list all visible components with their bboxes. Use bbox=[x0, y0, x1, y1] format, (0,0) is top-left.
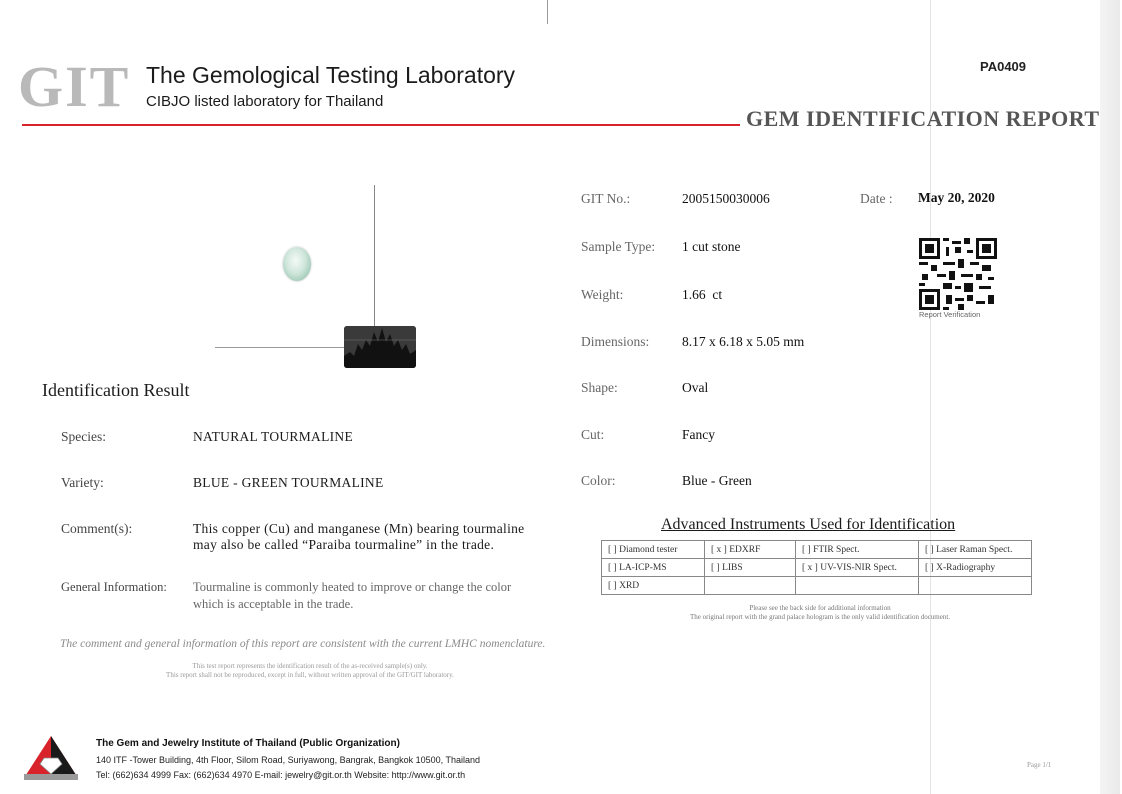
instrument-cell: [ x ] UV-VIS-NIR Spect. bbox=[796, 559, 919, 577]
instruments-row bbox=[602, 577, 1032, 595]
shape-label: Shape: bbox=[581, 380, 618, 395]
dimensions-value: 8.17 x 6.18 x 5.05 mm bbox=[682, 334, 805, 349]
git-no-label: GIT No.: bbox=[581, 191, 631, 206]
instrument-cell: [ ] XRD bbox=[602, 577, 705, 595]
instrument-cell bbox=[705, 577, 796, 595]
page-number: Page 1/1 bbox=[1027, 761, 1052, 769]
sample-type-label: Sample Type: bbox=[581, 239, 656, 254]
cut-label: Cut: bbox=[581, 427, 605, 442]
report-title: GEM IDENTIFICATION REPORT bbox=[746, 106, 1100, 131]
variety-value: BLUE - GREEN TOURMALINE bbox=[193, 475, 384, 490]
date-label: Date : bbox=[860, 191, 893, 206]
grand-palace-hologram bbox=[344, 326, 416, 368]
shape-value: Oval bbox=[682, 380, 709, 395]
instruments-note-line-2: The original report with the grand palace hologram is the only valid identification document. bbox=[689, 613, 951, 621]
disclaimer bbox=[140, 662, 480, 680]
general-info-line-2: which is acceptable in the trade. bbox=[193, 597, 354, 611]
weight-value: 1.66 ct bbox=[682, 287, 723, 302]
weight-label: Weight: bbox=[581, 287, 624, 302]
page-edge bbox=[1100, 0, 1120, 794]
nomenclature-note: The comment and general information of this report are consistent with the current LMHC nomenclature. bbox=[60, 638, 546, 650]
disclaimer-line-2: This report shall not be reproduced, except in full, without written approval of the GIT/GIT laboratory. bbox=[166, 671, 454, 679]
instruments-row bbox=[602, 541, 1032, 559]
institute-contact: Tel: (662)634 4999 Fax: (662)634 4970 E-mail: jewelry@git.or.th Website: http://www.git.or.th bbox=[96, 770, 466, 780]
instrument-cell: [ x ] EDXRF bbox=[705, 541, 796, 559]
comments-line-2: may also be called “Paraiba tourmaline” in the trade. bbox=[193, 537, 495, 552]
header-rule bbox=[22, 124, 740, 126]
lab-name: The Gemological Testing Laboratory bbox=[146, 62, 516, 88]
instruments-heading: Advanced Instruments Used for Identification bbox=[661, 516, 956, 533]
instrument-cell: [ ] X-Radiography bbox=[919, 559, 1032, 577]
cut-value: Fancy bbox=[682, 427, 715, 442]
instrument-cell bbox=[919, 577, 1032, 595]
comments-label: Comment(s): bbox=[61, 521, 133, 536]
qr-code[interactable] bbox=[919, 238, 997, 310]
instruments-row bbox=[602, 559, 1032, 577]
instrument-cell: [ ] FTIR Spect. bbox=[796, 541, 919, 559]
instrument-cell: [ ] LIBS bbox=[705, 559, 796, 577]
git-logo: GIT bbox=[18, 54, 131, 119]
institute-address: 140 ITF -Tower Building, 4th Floor, Silom Road, Suriyawong, Bangrak, Bangkok 10500, Thailand bbox=[96, 755, 481, 765]
species-label: Species: bbox=[61, 429, 106, 444]
identification-heading: Identification Result bbox=[42, 380, 190, 400]
variety-label: Variety: bbox=[61, 475, 104, 490]
git-triangle-logo bbox=[22, 734, 80, 782]
institute-name: The Gem and Jewelry Institute of Thailand (Public Organization) bbox=[96, 738, 400, 749]
git-no-value: 2005150030006 bbox=[682, 191, 770, 206]
general-info-line-1: Tourmaline is commonly heated to improve or change the color bbox=[193, 580, 512, 594]
report-number: PA0409 bbox=[980, 59, 1027, 74]
instruments-note-line-1: Please see the back side for additional information bbox=[749, 604, 891, 612]
sample-type-value: 1 cut stone bbox=[682, 239, 741, 254]
instrument-cell: [ ] LA-ICP-MS bbox=[602, 559, 705, 577]
instrument-cell: [ ] Laser Raman Spect. bbox=[919, 541, 1032, 559]
gemstone-photo bbox=[283, 247, 311, 281]
instruments-table bbox=[601, 540, 1032, 595]
instruments-note bbox=[600, 604, 1040, 622]
instrument-cell: [ ] Diamond tester bbox=[602, 541, 705, 559]
species-value: NATURAL TOURMALINE bbox=[193, 429, 354, 444]
date-value: May 20, 2020 bbox=[918, 190, 995, 205]
dimensions-label: Dimensions: bbox=[581, 334, 650, 349]
color-value: Blue - Green bbox=[682, 473, 752, 488]
disclaimer-line-1: This test report represents the identification result of the as-received sample(s) only. bbox=[192, 662, 428, 670]
general-info-label: General Information: bbox=[61, 580, 167, 594]
lab-subtitle: CIBJO listed laboratory for Thailand bbox=[146, 93, 384, 110]
qr-caption: Report Verification bbox=[919, 310, 981, 319]
scan-mark bbox=[547, 0, 548, 24]
instrument-cell bbox=[796, 577, 919, 595]
comments-line-1: This copper (Cu) and manganese (Mn) bearing tourmaline bbox=[193, 521, 525, 536]
color-label: Color: bbox=[581, 473, 616, 488]
